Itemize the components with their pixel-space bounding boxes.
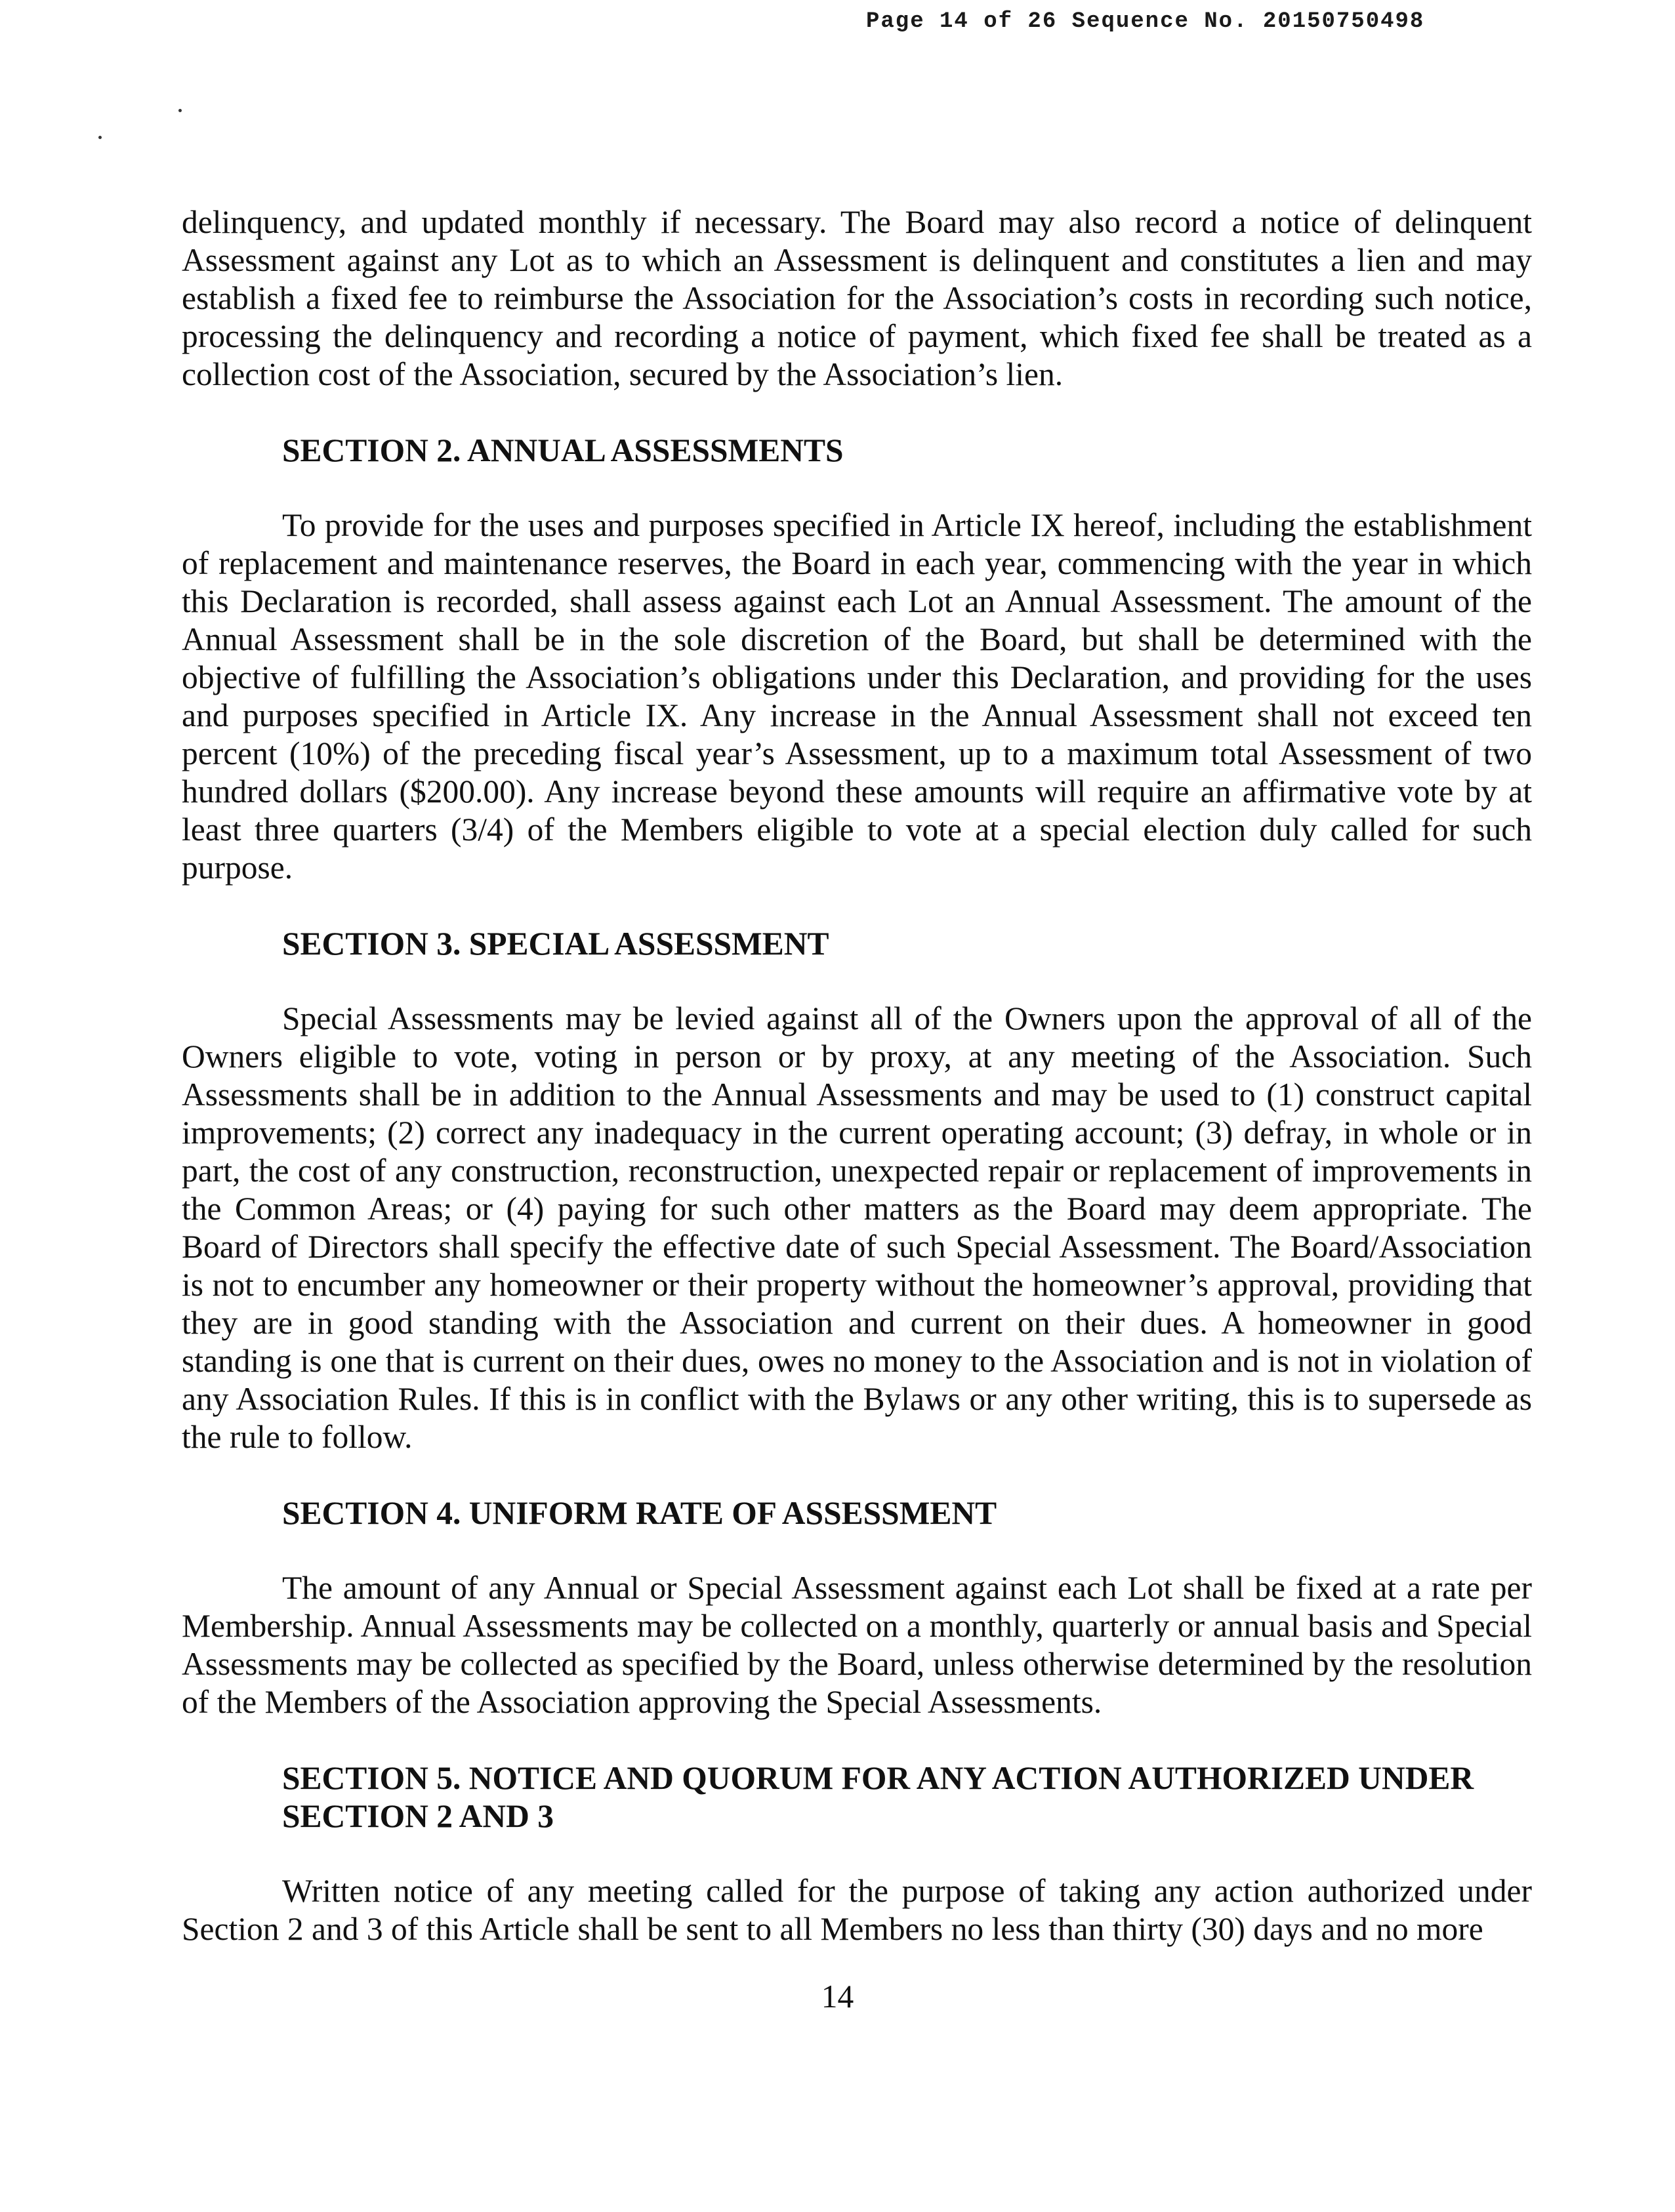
section-3-body: Special Assessments may be levied against all of the Owners upon the approval of all of the Owners eligible to vote, voting in person or by proxy, at any meeting of the Association. Such Assessments shall be in addition to the Annual Assessments and may be used to (1) construct capital improvements; (2) correct any inadequacy in the current operating account; (3) defray, in whole or in part, the cost of any construction, reconstruction, unexpected repair or replacement of improvements in the Common Areas; or (4) paying for such other matters as the Board may deem appropriate. The Board of Directors shall specify the effective date of such Special Assessment. The Board/Association is not to encumber any homeowner or their property without the homeowner’s approval, providing that they are in good standing with the Association and current on their dues. A homeowner in good standing is one that is current on their dues, owes no money to the Association and is not in violation of any Association Rules. If this is in conflict with the Bylaws or any other writing, this is to supersede as the rule to follow.	[182, 1000, 1532, 1455]
scan-speck	[178, 109, 182, 112]
page-number: 14	[821, 1978, 854, 2015]
section-2-body: To provide for the uses and purposes specified in Article IX hereof, including the establishment of replacement and maintenance reserves, the Board in each year, commencing with the year in which this Declaration is recorded, shall assess against each Lot an Annual Assessment. The amount of the Annual Assessment shall be in the sole discretion of the Board, but shall be determined with the objective of fulfilling the Association’s obligations under this Declaration, and providing for the uses and purposes specified in Article IX. Any increase in the Annual Assessment shall not exceed ten percent (10%) of the preceding fiscal year’s Assessment, up to a maximum total Assessment of two hundred dollars ($200.00). Any increase beyond these amounts will require an affirmative vote by at least three quarters (3/4) of the Members eligible to vote at a special election duly called for such purpose.	[182, 507, 1532, 886]
section-5-body: Written notice of any meeting called for the purpose of taking any action authorized under Section 2 and 3 of this Article shall be sent to all Members no less than thirty (30) days and no more	[182, 1873, 1532, 1947]
section-2-heading: SECTION 2. ANNUAL ASSESSMENTS	[282, 432, 844, 468]
document-body	[182, 203, 1532, 1948]
intro-paragraph: delinquency, and updated monthly if necessary. The Board may also record a notice of delinquent Assessment against any Lot as to which an Assessment is delinquent and constitutes a lien and may establish a fixed fee to reimburse the Association for the Association’s costs in recording such notice, processing the delinquency and recording a notice of payment, which fixed fee shall be treated as a collection cost of the Association, secured by the Association’s lien.	[182, 204, 1532, 392]
section-3-heading: SECTION 3. SPECIAL ASSESSMENT	[282, 926, 829, 962]
section-4-body: The amount of any Annual or Special Assessment against each Lot shall be fixed at a rate per Membership. Annual Assessments may be collected on a monthly, quarterly or annual basis and Special Assessments may be collected as specified by the Board, unless otherwise determined by the resolution of the Members of the Association approving the Special Assessments.	[182, 1570, 1532, 1720]
section-4-heading: SECTION 4. UNIFORM RATE OF ASSESSMENT	[282, 1495, 997, 1531]
fax-header: Page 14 of 26 Sequence No. 20150750498	[866, 9, 1425, 34]
section-5-heading: SECTION 5. NOTICE AND QUORUM FOR ANY ACTION AUTHORIZED UNDER SECTION 2 AND 3	[282, 1760, 1474, 1834]
scan-speck	[98, 136, 102, 139]
